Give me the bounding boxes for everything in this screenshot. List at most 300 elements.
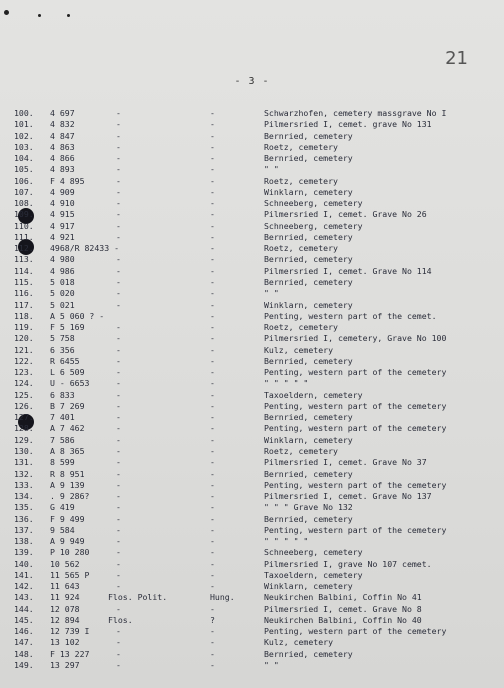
reference-number: 7 401 [50, 412, 75, 423]
record-list [0, 108, 504, 671]
dash-column-2: - [210, 400, 215, 411]
record-row [0, 570, 504, 581]
reference-number: 5 758 [50, 333, 75, 344]
record-row [0, 153, 504, 164]
dash-column-2: - [210, 423, 215, 434]
burial-location: Pilmersried I, cemet. grave No 131 [264, 119, 432, 130]
record-row [0, 232, 504, 243]
reference-number: 4 697 [50, 108, 75, 118]
reference-number: A 9 949 [50, 536, 85, 547]
burial-location: Roetz, cemetery [264, 243, 338, 254]
reference-number: . 9 286? [50, 491, 90, 502]
dash-column-2: - [210, 186, 215, 197]
record-row [0, 277, 504, 288]
dash-column-1: - [116, 254, 121, 265]
dash-column-2: - [210, 648, 215, 659]
burial-location: Bernried, cemetery [264, 412, 353, 423]
row-number: 145. [14, 614, 34, 625]
dash-column-2: - [210, 389, 215, 400]
dash-column-1: - [116, 153, 121, 164]
reference-number: 12 078 [50, 603, 80, 614]
row-number: 113. [14, 254, 34, 265]
reference-number: U - 6653 [50, 378, 90, 389]
origin-note: ? [210, 614, 215, 625]
burial-location: Schneeberg, cemetery [264, 198, 363, 209]
record-row [0, 266, 504, 277]
dash-column-1: - [116, 491, 121, 502]
dash-column-1: - [116, 299, 121, 310]
dash-column-2: - [210, 130, 215, 141]
burial-location: Winklarn, cemetery [264, 299, 353, 310]
burial-location: Taxoeldern, cemetery [264, 569, 363, 580]
reference-number: 12 894 [50, 614, 80, 625]
record-row [0, 491, 504, 502]
record-row [0, 142, 504, 153]
row-number: 119. [14, 322, 34, 333]
row-number: 108. [14, 198, 34, 209]
dash-column-2: - [210, 141, 215, 152]
record-row [0, 592, 504, 603]
burial-location: " " [264, 660, 279, 671]
dash-column-2: - [210, 569, 215, 580]
dash-column-2: - [210, 434, 215, 445]
row-number: 114. [14, 265, 34, 276]
row-number: 129. [14, 434, 34, 445]
reference-number: 4 915 [50, 209, 75, 220]
dash-column-2: - [210, 265, 215, 276]
row-number: 131. [14, 457, 34, 468]
reference-number: R 8 951 [50, 468, 85, 479]
reference-number: 11 643 [50, 581, 80, 592]
row-number: 125. [14, 389, 34, 400]
dash-column-1: - [116, 378, 121, 389]
row-number: 143. [14, 592, 34, 603]
dash-column-2: - [210, 637, 215, 648]
row-number: 105. [14, 164, 34, 175]
record-row [0, 615, 504, 626]
reference-number: P 10 280 [50, 547, 90, 558]
reference-number: 4 866 [50, 153, 75, 164]
row-number: 127. [14, 412, 34, 423]
row-number: 101. [14, 119, 34, 130]
dash-column-2: - [210, 355, 215, 366]
dash-column-2: - [210, 603, 215, 614]
reference-number: 6 356 [50, 344, 75, 355]
burial-location: Bernried, cemetery [264, 648, 353, 659]
dash-column-2: - [210, 513, 215, 524]
dash-column-1: - [116, 626, 121, 637]
dash-column-2: - [210, 524, 215, 535]
burial-location: " " " Grave No 132 [264, 502, 353, 513]
dash-column-1: - [116, 322, 121, 333]
burial-location: Pilmersried I, cemet. Grave No 8 [264, 603, 422, 614]
dash-column-2: - [210, 536, 215, 547]
row-number: 130. [14, 445, 34, 456]
reference-number: 8 599 [50, 457, 75, 468]
ink-mark [4, 10, 9, 15]
record-row [0, 547, 504, 558]
record-row [0, 423, 504, 434]
row-number: 148. [14, 648, 34, 659]
row-number: 100. [14, 108, 34, 118]
burial-location: Kulz, cemetery [264, 637, 334, 648]
row-number: 121. [14, 344, 34, 355]
dash-column-2: - [210, 468, 215, 479]
burial-location: Winklarn, cemetery [264, 581, 353, 592]
reference-number: G 419 [50, 502, 75, 513]
dash-column-1: - [116, 479, 121, 490]
dash-column-1: - [116, 231, 121, 242]
reference-number: 11 924 [50, 592, 80, 603]
dash-column-1: - [116, 569, 121, 580]
record-row [0, 209, 504, 220]
dash-column-1: - [116, 209, 121, 220]
row-number: 146. [14, 626, 34, 637]
dash-column-1: - [116, 581, 121, 592]
burial-location: Penting, western part of the cemetery [264, 479, 447, 490]
dash-column-2: - [210, 457, 215, 468]
dash-column-1: - [116, 524, 121, 535]
row-number: 142. [14, 581, 34, 592]
dash-column-1: - [116, 468, 121, 479]
record-row [0, 288, 504, 299]
dash-column-1: - [116, 603, 121, 614]
record-row [0, 367, 504, 378]
reference-number: 6 833 [50, 389, 75, 400]
row-number: 134. [14, 491, 34, 502]
record-row [0, 469, 504, 480]
dash-column-2: - [210, 367, 215, 378]
record-row [0, 300, 504, 311]
burial-location: Winklarn, cemetery [264, 434, 353, 445]
row-number: 106. [14, 175, 34, 186]
record-row [0, 378, 504, 389]
row-number: 115. [14, 276, 34, 287]
dash-column-2: - [210, 626, 215, 637]
row-number: 128. [14, 423, 34, 434]
dash-column-2: - [210, 153, 215, 164]
reference-number: 4 917 [50, 220, 75, 231]
record-row [0, 390, 504, 401]
dash-column-1: - [116, 513, 121, 524]
record-row [0, 164, 504, 175]
row-number: 133. [14, 479, 34, 490]
ink-mark [38, 14, 41, 17]
record-row [0, 198, 504, 209]
burial-location: Penting, western part of the cemetery [264, 367, 447, 378]
record-row [0, 311, 504, 322]
burial-location: Taxoeldern, cemetery [264, 389, 363, 400]
dash-column-2: - [210, 299, 215, 310]
reference-number: 13 297 [50, 660, 80, 671]
row-number: 126. [14, 400, 34, 411]
reference-number: 11 565 P [50, 569, 90, 580]
burial-location: Bernried, cemetery [264, 130, 353, 141]
row-number: 112. [14, 243, 34, 254]
row-number: 135. [14, 502, 34, 513]
record-row [0, 412, 504, 423]
reference-number: F 5 169 [50, 322, 85, 333]
row-number: 144. [14, 603, 34, 614]
reference-number: A 5 060 ? - [50, 310, 105, 321]
page-number: 21 [445, 48, 468, 69]
dash-column-2: - [210, 231, 215, 242]
row-number: 102. [14, 130, 34, 141]
row-number: 122. [14, 355, 34, 366]
dash-column-1: - [116, 288, 121, 299]
dash-column-1: - [116, 367, 121, 378]
record-row [0, 536, 504, 547]
reference-number: 4 909 [50, 186, 75, 197]
dash-column-2: - [210, 445, 215, 456]
burial-location: Pilmersried I, cemet. Grave No 114 [264, 265, 432, 276]
dash-column-2: - [210, 344, 215, 355]
dash-column-1: - [116, 536, 121, 547]
nationality-note: Flos. Polit. [108, 592, 168, 603]
reference-number: L 6 509 [50, 367, 85, 378]
record-row [0, 345, 504, 356]
burial-location: Pilmersried I, cemetery, Grave No 100 [264, 333, 447, 344]
dash-column-1: - [116, 265, 121, 276]
ink-mark [67, 14, 70, 17]
dash-column-1: - [116, 198, 121, 209]
record-row [0, 446, 504, 457]
row-number: 141. [14, 569, 34, 580]
dash-column-1: - [116, 344, 121, 355]
burial-location: Neukirchen Balbini, Coffin No 40 [264, 614, 422, 625]
reference-number: F 13 227 [50, 648, 90, 659]
dash-column-2: - [210, 412, 215, 423]
page-header: - 3 - [234, 76, 270, 87]
row-number: 149. [14, 660, 34, 671]
nationality-note: Flos. [108, 614, 133, 625]
record-row [0, 187, 504, 198]
burial-location: Penting, western part of the cemetery [264, 524, 447, 535]
row-number: 116. [14, 288, 34, 299]
reference-number: 4 910 [50, 198, 75, 209]
row-number: 132. [14, 468, 34, 479]
burial-location: Bernried, cemetery [264, 468, 353, 479]
reference-number: 9 584 [50, 524, 75, 535]
row-number: 111. [14, 231, 34, 242]
row-number: 120. [14, 333, 34, 344]
dash-column-1: - [116, 355, 121, 366]
burial-location: Penting, western part of the cemetery [264, 423, 447, 434]
burial-location: Bernried, cemetery [264, 153, 353, 164]
reference-number: A 9 139 [50, 479, 85, 490]
record-row [0, 660, 504, 671]
burial-location: Pilmersried I, cemet. Grave No 137 [264, 491, 432, 502]
burial-location: Bernried, cemetery [264, 276, 353, 287]
dash-column-2: - [210, 119, 215, 130]
reference-number: 7 586 [50, 434, 75, 445]
record-row [0, 119, 504, 130]
record-row [0, 176, 504, 187]
row-number: 138. [14, 536, 34, 547]
dash-column-2: - [210, 243, 215, 254]
dash-column-1: - [116, 400, 121, 411]
dash-column-1: - [116, 423, 121, 434]
dash-column-2: - [210, 254, 215, 265]
burial-location: Roetz, cemetery [264, 445, 338, 456]
dash-column-2: - [210, 108, 215, 118]
dash-column-1: - [116, 141, 121, 152]
burial-location: " " [264, 164, 279, 175]
dash-column-1: - [116, 333, 121, 344]
dash-column-2: - [210, 491, 215, 502]
burial-location: " " " " " [264, 378, 309, 389]
record-row [0, 254, 504, 265]
dash-column-1: - [116, 412, 121, 423]
dash-column-1: - [116, 389, 121, 400]
burial-location: Schwarzhofen, cemetery massgrave No I [264, 108, 447, 118]
dash-column-1: - [116, 434, 121, 445]
dash-column-2: - [210, 220, 215, 231]
row-number: 110. [14, 220, 34, 231]
row-number: 117. [14, 299, 34, 310]
dash-column-1: - [116, 502, 121, 513]
dash-column-2: - [210, 209, 215, 220]
dash-column-1: - [116, 175, 121, 186]
record-row [0, 221, 504, 232]
dash-column-2: - [210, 333, 215, 344]
burial-location: Roetz, cemetery [264, 141, 338, 152]
dash-column-2: - [210, 558, 215, 569]
reference-number: 4 863 [50, 141, 75, 152]
reference-number: F 4 895 [50, 175, 85, 186]
reference-number: 4 847 [50, 130, 75, 141]
dash-column-2: - [210, 322, 215, 333]
record-row [0, 108, 504, 119]
dash-column-2: - [210, 479, 215, 490]
dash-column-2: - [210, 547, 215, 558]
record-row [0, 649, 504, 660]
row-number: 107. [14, 186, 34, 197]
dash-column-1: - [116, 276, 121, 287]
record-row [0, 626, 504, 637]
burial-location: Neukirchen Balbini, Coffin No 41 [264, 592, 422, 603]
reference-number: 12 739 I [50, 626, 90, 637]
dash-column-2: - [210, 276, 215, 287]
dash-column-2: - [210, 660, 215, 671]
row-number: 118. [14, 310, 34, 321]
dash-column-1: - [116, 108, 121, 118]
dash-column-1: - [116, 660, 121, 671]
record-row [0, 480, 504, 491]
record-row [0, 604, 504, 615]
record-row [0, 131, 504, 142]
dash-column-1: - [116, 119, 121, 130]
row-number: 103. [14, 141, 34, 152]
burial-location: Roetz, cemetery [264, 175, 338, 186]
burial-location: Schneeberg, cemetery [264, 547, 363, 558]
reference-number: 4 921 [50, 231, 75, 242]
reference-number: 4 980 [50, 254, 75, 265]
record-row [0, 502, 504, 513]
burial-location: Penting, western part of the cemetery [264, 400, 447, 411]
dash-column-2: - [210, 310, 215, 321]
reference-number: F 9 499 [50, 513, 85, 524]
record-row [0, 435, 504, 446]
record-row [0, 637, 504, 648]
row-number: 147. [14, 637, 34, 648]
dash-column-2: - [210, 502, 215, 513]
dash-column-1: - [116, 558, 121, 569]
dash-column-2: - [210, 198, 215, 209]
burial-location: Bernried, cemetery [264, 231, 353, 242]
reference-number: 4968/R 82433 - [50, 243, 120, 254]
dash-column-2: - [210, 378, 215, 389]
burial-location: Pilmersried I, grave No 107 cemet. [264, 558, 432, 569]
reference-number: 10 562 [50, 558, 80, 569]
reference-number: 5 018 [50, 276, 75, 287]
origin-note: Hung. [210, 592, 235, 603]
row-number: 136. [14, 513, 34, 524]
burial-location: Penting, western part of the cemetery [264, 626, 447, 637]
burial-location: Penting, western part of the cemet. [264, 310, 437, 321]
dash-column-2: - [210, 581, 215, 592]
record-row [0, 243, 504, 254]
burial-location: Pilmersried I, cemet. Grave No 37 [264, 457, 427, 468]
record-row [0, 581, 504, 592]
reference-number: R 6455 [50, 355, 80, 366]
dash-column-1: - [116, 220, 121, 231]
dash-column-1: - [116, 130, 121, 141]
burial-location: Bernried, cemetery [264, 254, 353, 265]
burial-location: Kulz, cemetery [264, 344, 334, 355]
row-number: 137. [14, 524, 34, 535]
dash-column-1: - [116, 637, 121, 648]
row-number: 123. [14, 367, 34, 378]
dash-column-1: - [116, 445, 121, 456]
dash-column-1: - [116, 186, 121, 197]
dash-column-1: - [116, 547, 121, 558]
burial-location: " " [264, 288, 279, 299]
record-row [0, 525, 504, 536]
reference-number: 4 832 [50, 119, 75, 130]
record-row [0, 457, 504, 468]
burial-location: Schneeberg, cemetery [264, 220, 363, 231]
row-number: 139. [14, 547, 34, 558]
reference-number: 4 986 [50, 265, 75, 276]
burial-location: Winklarn, cemetery [264, 186, 353, 197]
burial-location: " " " " " [264, 536, 309, 547]
reference-number: A 7 462 [50, 423, 85, 434]
dash-column-1: - [116, 164, 121, 175]
reference-number: B 7 269 [50, 400, 85, 411]
row-number: 104. [14, 153, 34, 164]
row-number: 124. [14, 378, 34, 389]
dash-column-2: - [210, 175, 215, 186]
dash-column-1: - [116, 457, 121, 468]
row-number: 109. [14, 209, 34, 220]
row-number: 140. [14, 558, 34, 569]
reference-number: 4 893 [50, 164, 75, 175]
dash-column-2: - [210, 164, 215, 175]
record-row [0, 356, 504, 367]
reference-number: 13 102 [50, 637, 80, 648]
burial-location: Roetz, cemetery [264, 322, 338, 333]
record-row [0, 514, 504, 525]
reference-number: 5 021 [50, 299, 75, 310]
dash-column-1: - [116, 648, 121, 659]
burial-location: Pilmersried I, cemet. Grave No 26 [264, 209, 427, 220]
dash-column-2: - [210, 288, 215, 299]
reference-number: A 8 365 [50, 445, 85, 456]
record-row [0, 559, 504, 570]
record-row [0, 322, 504, 333]
record-row [0, 401, 504, 412]
